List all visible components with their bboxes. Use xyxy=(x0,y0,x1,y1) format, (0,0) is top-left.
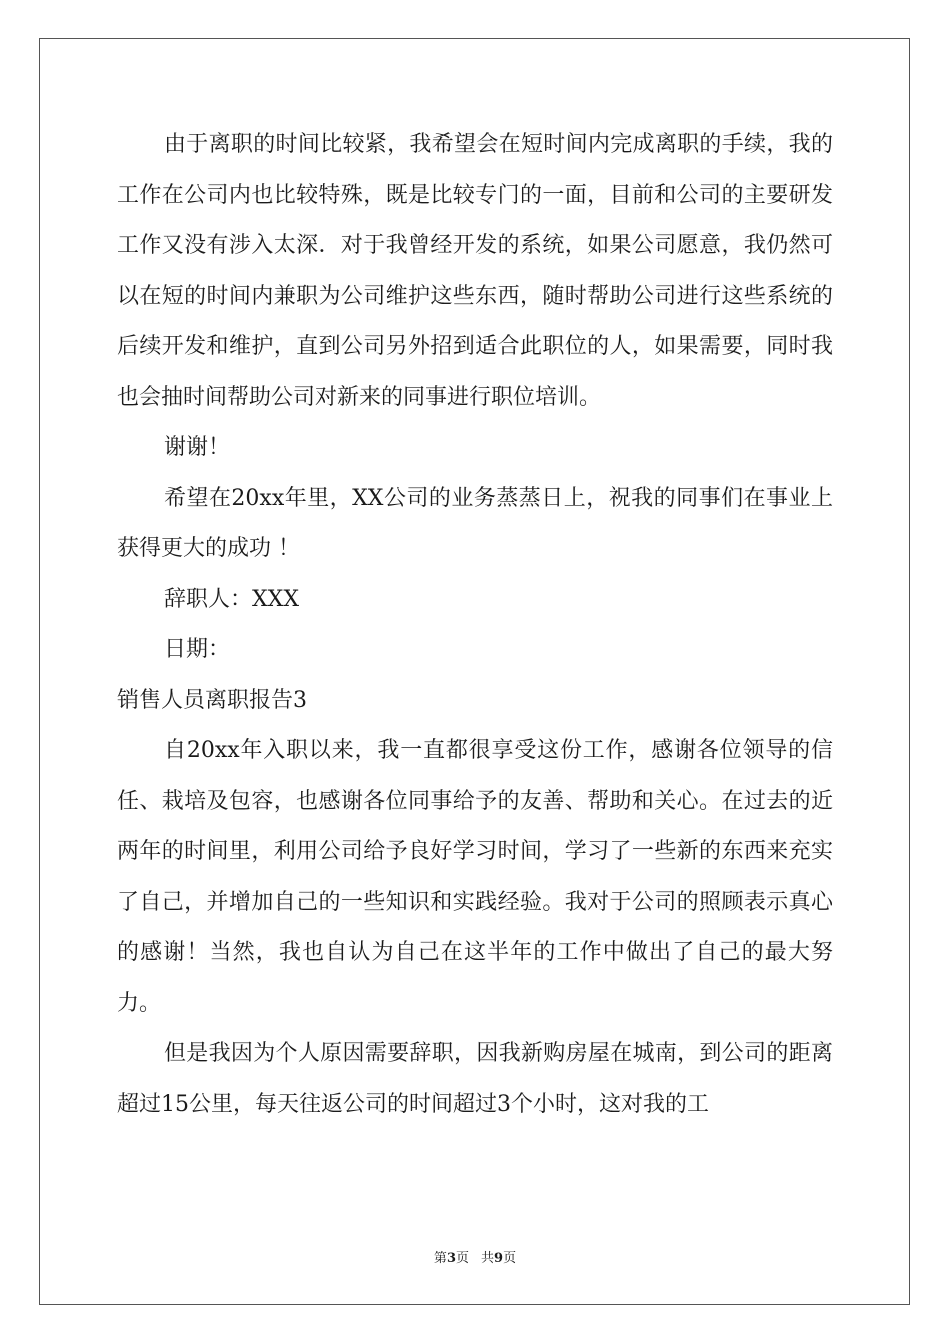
page-total-suffix: 页 xyxy=(503,1251,517,1266)
page-number-current: 3 xyxy=(446,1251,456,1266)
document-body xyxy=(117,120,833,1130)
paragraph-personal-reason: 但是我因为个人原因需要辞职，因我新购房屋在城南，到公司的距离超过15公里，每天往返公司的时间超过3个小时，这对我的工 xyxy=(117,1041,833,1117)
paragraph-thanks: 谢谢！ xyxy=(164,435,231,460)
page-number-prefix: 第 xyxy=(433,1251,447,1266)
page-number-total: 9 xyxy=(494,1251,504,1266)
page-footer xyxy=(0,1247,950,1266)
page-number-suffix: 页 xyxy=(455,1251,469,1266)
section-heading: 销售人员离职报告3 xyxy=(117,687,307,713)
paragraph-resignation-handover: 由于离职的时间比较紧，我希望会在短时间内完成离职的手续，我的工作在公司内也比较特殊，既是比较专门的一面，目前和公司的主要研发工作又没有涉入太深．对于我曾经开发的系统，如果公司愿意，我仍然可以在短的时间内兼职为公司维护这些东西，随时帮助公司进行这些系统的后续开发和维护，直到公司另外招到适合此职位的人，如果需要，同时我也会抽时间帮助公司对新来的同事进行职位培训。 xyxy=(117,132,833,410)
paragraph-wishes: 希望在20xx年里，XX公司的业务蒸蒸日上，祝我的同事们在事业上获得更大的成功 ！ xyxy=(117,485,833,561)
signature-line: 辞职人：XXX xyxy=(164,586,299,612)
date-line: 日期： xyxy=(164,637,231,662)
paragraph-since-joining: 自20xx年入职以来，我一直都很享受这份工作，感谢各位领导的信任、栽培及包容，也感谢各位同事给予的友善、帮助和关心。在过去的近两年的时间里，利用公司给予良好学习时间，学习了一些新的东西来充实了自己，并增加自己的一些知识和实践经验。我对于公司的照顾表示真心的感谢！当然，我也自认为自己在这半年的工作中做出了自己的最大努力。 xyxy=(117,738,833,1016)
page-total-prefix: 共 xyxy=(481,1251,495,1266)
